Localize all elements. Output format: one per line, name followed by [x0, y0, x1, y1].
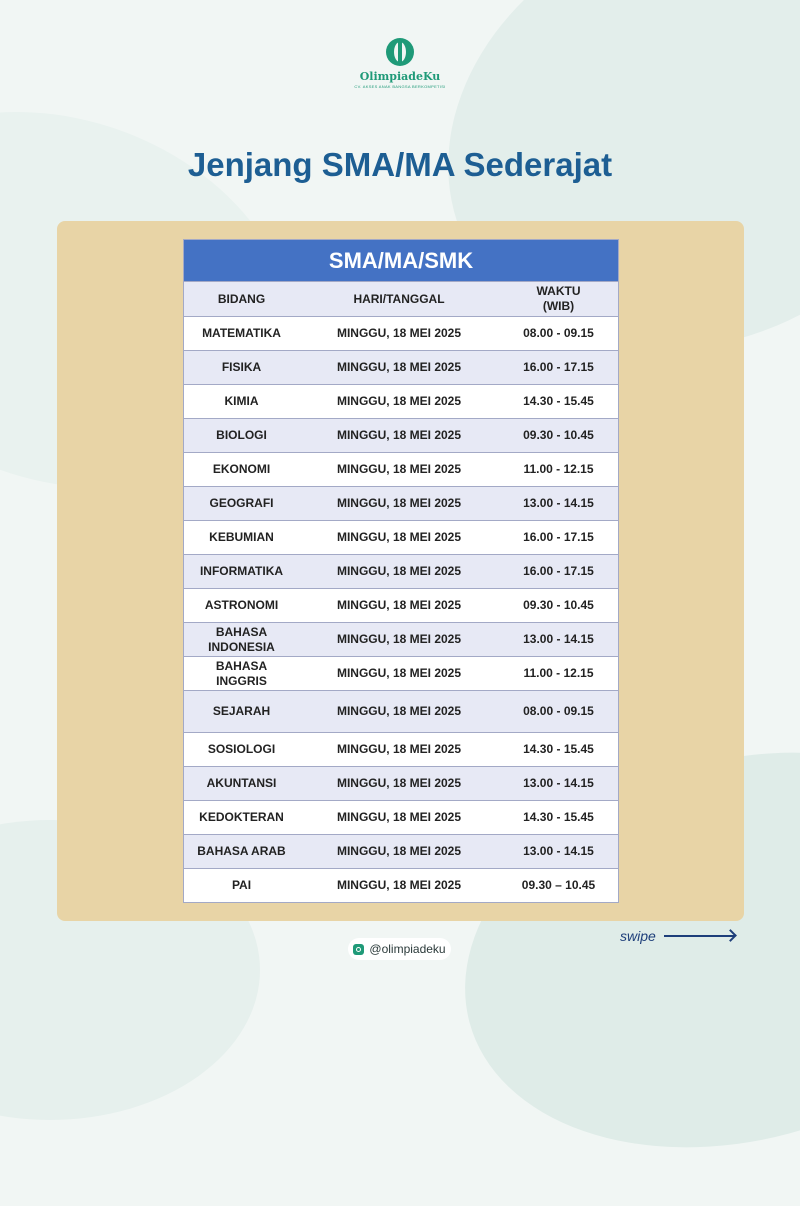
- table-row: [184, 520, 618, 554]
- time-cell: 13.00 - 14.15: [523, 776, 594, 790]
- time-cell: 09.30 - 10.45: [523, 428, 594, 442]
- time-cell: 16.00 - 17.15: [523, 530, 594, 544]
- swipe-label: swipe: [620, 928, 656, 944]
- table-row: [184, 554, 618, 588]
- time-cell: 14.30 - 15.45: [523, 394, 594, 408]
- date-cell: MINGGU, 18 MEI 2025: [336, 360, 462, 374]
- time-cell: 13.00 - 14.15: [523, 844, 594, 858]
- time-cell: 14.30 - 15.45: [523, 742, 594, 756]
- time-cell: 13.00 - 14.15: [523, 632, 594, 646]
- column-header-time: WAKTU (WIB): [536, 284, 581, 313]
- table-row: [184, 656, 618, 690]
- table-row: [184, 350, 618, 384]
- table-row: [184, 316, 618, 350]
- time-cell: 09.30 - 10.45: [523, 598, 594, 612]
- subject-cell: BIOLOGI: [216, 428, 267, 442]
- date-cell: MINGGU, 18 MEI 2025: [336, 530, 462, 544]
- brand-name: OlimpiadeKu: [359, 70, 441, 83]
- time-cell: 14.30 - 15.45: [523, 810, 594, 824]
- date-cell: MINGGU, 18 MEI 2025: [336, 326, 462, 340]
- subject-cell: GEOGRAFI: [209, 496, 274, 510]
- table-heading: SMA/MA/SMK: [184, 240, 618, 281]
- date-cell: MINGGU, 18 MEI 2025: [336, 462, 462, 476]
- date-cell: MINGGU, 18 MEI 2025: [336, 632, 462, 646]
- subject-cell: ASTRONOMI: [204, 598, 279, 612]
- subject-cell: SEJARAH: [212, 704, 271, 718]
- table-row: [184, 732, 618, 766]
- table-row: [184, 486, 618, 520]
- table-row: [184, 622, 618, 656]
- table-row: [184, 588, 618, 622]
- brand-logo: [0, 38, 800, 89]
- table-header-row: [184, 281, 618, 316]
- date-cell: MINGGU, 18 MEI 2025: [336, 878, 462, 892]
- brand-tagline: CV. AKSES ANAK BANGSA BERKOMPETISI: [354, 84, 446, 89]
- subject-cell: KIMIA: [224, 394, 259, 408]
- olimpiadeku-logo-icon: [386, 38, 414, 66]
- table-body: [184, 316, 618, 902]
- subject-cell: MATEMATIKA: [202, 326, 281, 340]
- date-cell: MINGGU, 18 MEI 2025: [336, 496, 462, 510]
- time-cell: 16.00 - 17.15: [523, 564, 594, 578]
- table-row: [184, 800, 618, 834]
- subject-cell: KEBUMIAN: [209, 530, 274, 544]
- page-title: Jenjang SMA/MA Sederajat: [187, 146, 613, 183]
- time-cell: 11.00 - 12.15: [523, 462, 594, 476]
- table-row: [184, 452, 618, 486]
- subject-cell: KEDOKTERAN: [199, 810, 284, 824]
- subject-cell: PAI: [231, 878, 252, 892]
- date-cell: MINGGU, 18 MEI 2025: [336, 564, 462, 578]
- swipe-hint[interactable]: [620, 928, 734, 944]
- subject-cell: FISIKA: [221, 360, 262, 374]
- table-row: [184, 418, 618, 452]
- time-cell: 08.00 - 09.15: [523, 704, 594, 718]
- table-row: [184, 766, 618, 800]
- time-cell: 13.00 - 14.15: [523, 496, 594, 510]
- instagram-icon: [353, 944, 364, 955]
- date-cell: MINGGU, 18 MEI 2025: [336, 742, 462, 756]
- subject-cell: BAHASA ARAB: [197, 844, 286, 858]
- schedule-table: [183, 239, 619, 903]
- subject-cell: EKONOMI: [212, 462, 271, 476]
- subject-cell: BAHASA INDONESIA: [208, 624, 275, 654]
- subject-cell: AKUNTANSI: [206, 776, 277, 790]
- instagram-handle[interactable]: [348, 938, 451, 960]
- date-cell: MINGGU, 18 MEI 2025: [336, 666, 462, 680]
- date-cell: MINGGU, 18 MEI 2025: [336, 394, 462, 408]
- table-row: [184, 834, 618, 868]
- instagram-handle-text: @olimpiadeku: [369, 942, 446, 956]
- arrow-right-icon: [664, 935, 734, 937]
- date-cell: MINGGU, 18 MEI 2025: [336, 810, 462, 824]
- time-cell: 08.00 - 09.15: [523, 326, 594, 340]
- subject-cell: INFORMATIKA: [199, 564, 284, 578]
- table-row: [184, 690, 618, 732]
- table-row: [184, 384, 618, 418]
- date-cell: MINGGU, 18 MEI 2025: [336, 428, 462, 442]
- column-header-subject: BIDANG: [217, 291, 266, 306]
- subject-cell: SOSIOLOGI: [207, 742, 276, 756]
- date-cell: MINGGU, 18 MEI 2025: [336, 844, 462, 858]
- time-cell: 16.00 - 17.15: [523, 360, 594, 374]
- time-cell: 11.00 - 12.15: [523, 666, 594, 680]
- date-cell: MINGGU, 18 MEI 2025: [336, 776, 462, 790]
- column-header-date: HARI/TANGGAL: [353, 291, 445, 306]
- subject-cell: BAHASA INGGRIS: [215, 658, 268, 688]
- time-cell: 09.30 – 10.45: [521, 878, 596, 892]
- date-cell: MINGGU, 18 MEI 2025: [336, 704, 462, 718]
- table-row: [184, 868, 618, 902]
- date-cell: MINGGU, 18 MEI 2025: [336, 598, 462, 612]
